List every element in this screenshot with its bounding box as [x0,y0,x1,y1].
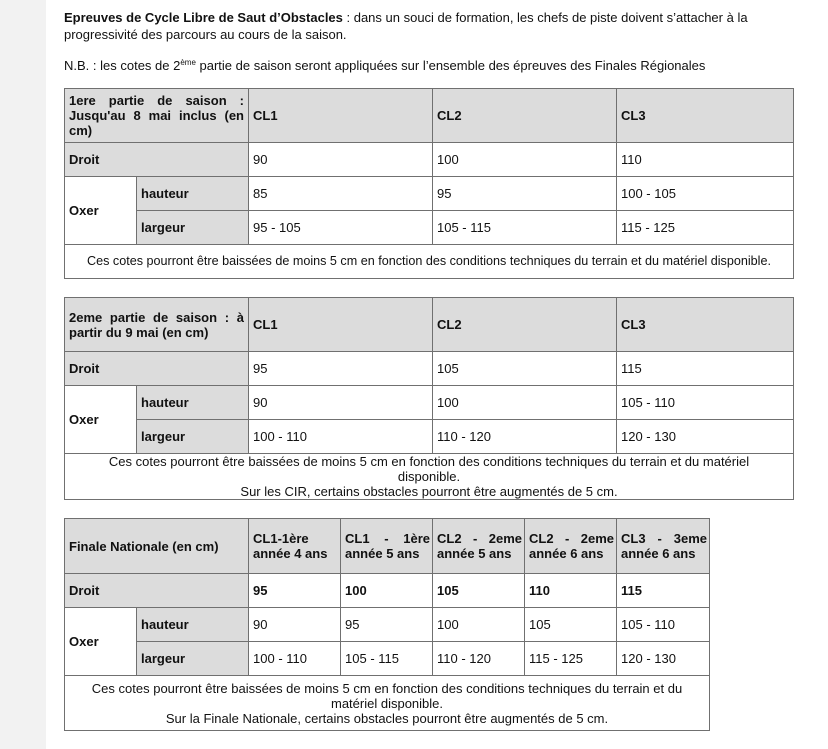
table-note-line: Ces cotes pourront être baissées de moins 5 cm en fonction des conditions techniques du terrain et du matériel disponible. [108,454,750,484]
row-label-largeur: largeur [137,420,249,454]
table-cell: 95 - 105 [249,211,433,245]
intro-title: Epreuves de Cycle Libre de Saut d’Obstacles [64,10,343,25]
table-cell: 115 - 125 [617,211,794,245]
table-cell: 115 [617,574,710,608]
table-row-droit [65,143,794,177]
table-cell: 120 - 130 [617,642,710,676]
table-header-row [65,89,794,143]
row-label-oxer: Oxer [65,386,137,454]
column-header-cl2-5ans: CL2 - 2eme année 5 ans [433,519,525,574]
table-note [65,454,794,500]
row-label-oxer: Oxer [65,177,137,245]
row-label-largeur: largeur [137,642,249,676]
column-header-cl1-4ans: CL1-1ère année 4 ans [249,519,341,574]
table-cell: 95 [341,608,433,642]
row-label-droit: Droit [65,574,249,608]
table-note-row [65,454,794,500]
nb-text-before: N.B. : les cotes de 2 [64,58,181,73]
table-cell: 105 - 115 [341,642,433,676]
table-cell: 95 [249,574,341,608]
table-note-line: Sur les CIR, certains obstacles pourront être augmentés de 5 cm. [240,484,618,499]
column-header-cl2: CL2 [433,89,617,143]
table-cell: 105 - 110 [617,386,794,420]
table-note-line: Ces cotes pourront être baissées de moins 5 cm en fonction des conditions techniques du terrain et du matériel disponible. [91,680,683,711]
table-note-row [65,676,710,731]
row-label-droit: Droit [65,352,249,386]
table-header-row [65,519,710,574]
intro-text: : dans un souci de formation, les chefs de piste doivent s’attacher à la progressivité des parcours au cours de la saison. [64,10,748,42]
table-cell: 100 [433,386,617,420]
row-label-droit: Droit [65,143,249,177]
column-header-cl3: CL3 [617,298,794,352]
table-note [65,676,710,731]
table-cell: 100 [433,143,617,177]
table-row-largeur [65,211,794,245]
table-cell: 90 [249,143,433,177]
row-label-hauteur: hauteur [137,177,249,211]
column-header-cl2: CL2 [433,298,617,352]
table-cell: 115 [617,352,794,386]
table-header-row [65,298,794,352]
table-cell: 85 [249,177,433,211]
column-header-cl2-6ans: CL2 - 2eme année 6 ans [525,519,617,574]
table-row-largeur [65,642,710,676]
row-label-oxer: Oxer [65,608,137,676]
table-row-hauteur [65,177,794,211]
table-cell: 110 - 120 [433,420,617,454]
table-row-largeur [65,420,794,454]
column-header-cl3-6ans: CL3 - 3eme année 6 ans [617,519,710,574]
table-cell: 95 [433,177,617,211]
table-cell: 95 [249,352,433,386]
table-note-line: Sur la Finale Nationale, certains obstacles pourront être augmentés de 5 cm. [165,710,609,726]
table-cell: 110 [525,574,617,608]
table-row-hauteur [65,386,794,420]
table-cell: 115 - 125 [525,642,617,676]
row-label-hauteur: hauteur [137,608,249,642]
table-cell: 90 [249,608,341,642]
table-cell: 105 [433,574,525,608]
column-header-cl1: CL1 [249,298,433,352]
table-row-droit [65,352,794,386]
table-header-label: 1ere partie de saison : Jusqu'au 8 mai inclus (en cm) [65,89,249,143]
table-finale-nationale [64,518,710,731]
table-cell: 100 [433,608,525,642]
table-header-label: Finale Nationale (en cm) [65,519,249,574]
column-header-cl3: CL3 [617,89,794,143]
row-label-largeur: largeur [137,211,249,245]
column-header-cl1-5ans: CL1 - 1ère année 5 ans [341,519,433,574]
table-row-droit [65,574,710,608]
table-header-label: 2eme partie de saison : à partir du 9 mai (en cm) [65,298,249,352]
intro-paragraph [64,9,804,43]
table-cell: 110 [617,143,794,177]
table-note: Ces cotes pourront être baissées de moins 5 cm en fonction des conditions techniques du terrain et du matériel disponible. [65,245,794,279]
table-cell: 100 - 105 [617,177,794,211]
nb-text-after: partie de saison seront appliquées sur l’ensemble des épreuves des Finales Régionales [195,58,706,73]
nb-paragraph [64,58,804,74]
table-cell: 110 - 120 [433,642,525,676]
nb-superscript: ème [180,58,196,67]
table-cell: 100 [341,574,433,608]
document-page [46,0,828,749]
column-header-cl1: CL1 [249,89,433,143]
table-cell: 105 [525,608,617,642]
table-row-hauteur [65,608,710,642]
table-cell: 105 - 110 [617,608,710,642]
table-cell: 100 - 110 [249,642,341,676]
row-label-hauteur: hauteur [137,386,249,420]
table-cell: 90 [249,386,433,420]
table-note-row [65,245,794,279]
table-second-part-season [64,297,794,500]
table-cell: 105 [433,352,617,386]
table-first-part-season [64,88,794,279]
table-cell: 100 - 110 [249,420,433,454]
table-cell: 105 - 115 [433,211,617,245]
table-cell: 120 - 130 [617,420,794,454]
